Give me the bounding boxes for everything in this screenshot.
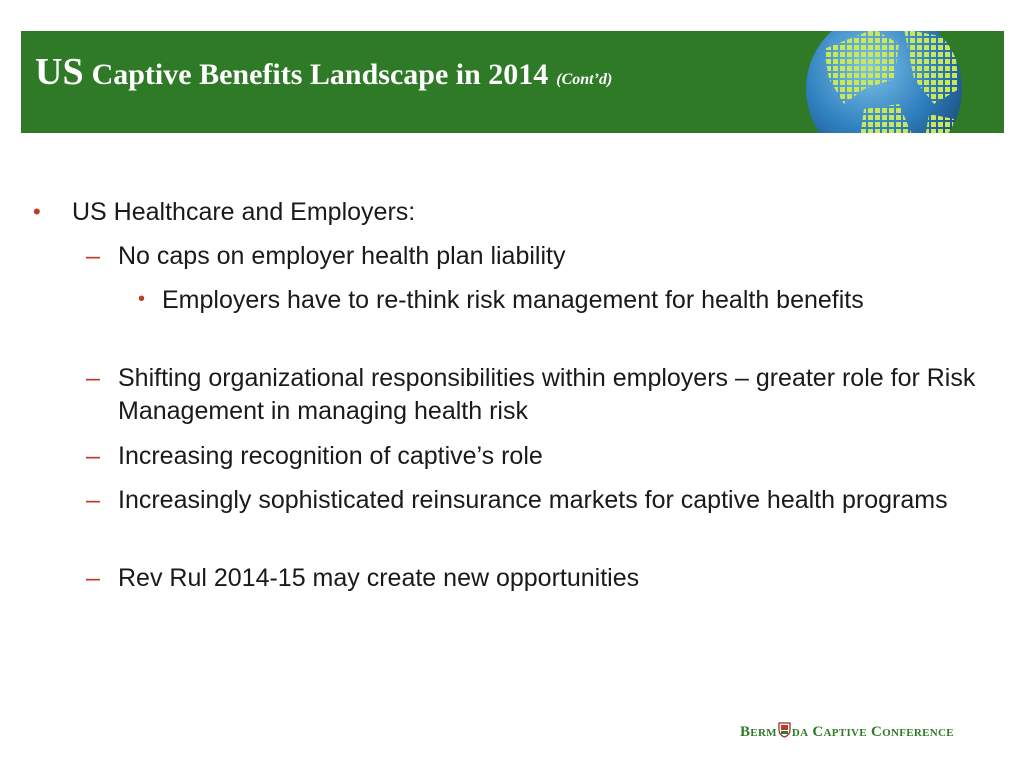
bullet-text: No caps on employer health plan liability — [118, 242, 566, 270]
bullet-marker: • — [33, 199, 41, 224]
bullet-text: Employers have to re-think risk management for health benefits — [162, 286, 864, 314]
bullet-marker: – — [86, 242, 100, 270]
bullet-level-2 — [86, 562, 988, 595]
bullet-level-2 — [86, 240, 988, 273]
footer-logo — [740, 722, 998, 742]
bullet-level-3 — [138, 284, 982, 317]
bullet-marker: – — [86, 564, 100, 592]
bullet-text: Increasing recognition of captive’s role — [118, 442, 543, 470]
title-cont: (Cont’d) — [556, 71, 613, 88]
bullet-level-2 — [86, 362, 988, 428]
logo-text-1: Berm — [740, 724, 777, 740]
bullet-level-2 — [86, 484, 988, 517]
bullet-marker: – — [86, 442, 100, 470]
bullet-level-2 — [86, 440, 988, 473]
logo-text-2: da Captive Conference — [791, 724, 954, 740]
crest-icon — [778, 722, 791, 738]
bullet-level-1 — [33, 196, 416, 229]
bullet-text: Shifting organizational responsibilities within employers – greater role for Risk Management in managing health risk — [118, 364, 976, 425]
bullet-marker: – — [86, 486, 100, 514]
bullet-text: US Healthcare and Employers: — [72, 198, 416, 226]
bullet-text: Increasingly sophisticated reinsurance markets for captive health programs — [118, 486, 948, 514]
bullet-text: Rev Rul 2014-15 may create new opportunities — [118, 564, 640, 592]
bullet-marker: – — [86, 364, 100, 392]
title-main: Captive Benefits Landscape in 2014 — [91, 58, 549, 91]
title-us: US — [35, 51, 84, 93]
bullet-marker: • — [138, 288, 146, 310]
